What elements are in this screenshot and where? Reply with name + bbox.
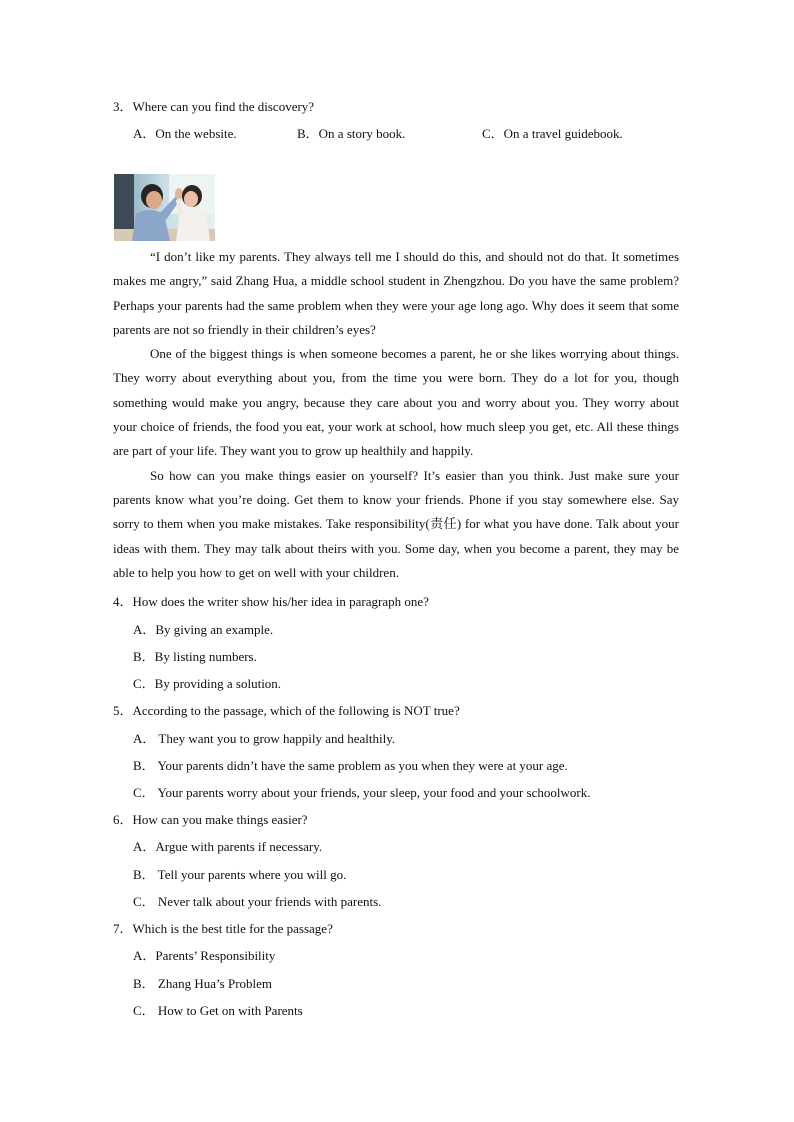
question-3-options <box>133 123 693 141</box>
question-5-option-b[interactable]: B． Your parents didn’t have the same problem as you when they were at your age. <box>133 758 568 773</box>
question-6-option-c[interactable]: C． Never talk about your friends with parents. <box>133 894 382 909</box>
reading-passage <box>113 245 679 585</box>
question-4-stem: 4．How does the writer show his/her idea in paragraph one? <box>113 594 429 609</box>
passage-paragraph-2: One of the biggest things is when someone becomes a parent, he or she likes worrying about things. They worry about everything about you, from the time you were born. They do a lot for you, though something would make you angry, because they care about you and worry about you. They worry about your choice of friends, the food you eat, your work at school, how much sleep you get, etc. All these things are part of your life. They want you to grow up healthily and happily. <box>113 346 679 459</box>
question-5-stem: 5．According to the passage, which of the following is NOT true? <box>113 703 460 718</box>
question-4-option-c[interactable]: C．By providing a solution. <box>133 676 282 691</box>
question-6-stem: 6．How can you make things easier? <box>113 812 308 827</box>
question-5-option-a[interactable]: A． They want you to grow happily and healthily. <box>133 731 396 746</box>
question-7-option-a[interactable]: A．Parents’ Responsibility <box>133 948 276 963</box>
question-3-option-c[interactable]: C．On a travel guidebook. <box>482 126 623 141</box>
passage-paragraph-1: “I don’t like my parents. They always tell me I should do this, and should not do that. It sometimes makes me angry,” said Zhang Hua, a middle school student in Zhengzhou. Do you have the same problem? Perhaps your parents had the same problem when they were your age long ago. Why does it seem that some parents are not so friendly in their children’s eyes? <box>113 249 679 337</box>
question-5-option-c[interactable]: C． Your parents worry about your friends, your sleep, your food and your schoolwork. <box>133 785 591 800</box>
question-7-option-b[interactable]: B． Zhang Hua’s Problem <box>133 976 273 991</box>
passage-paragraph-3: So how can you make things easier on yourself? It’s easier than you think. Just make sure your parents know what you’re doing. Get them to know your friends. Phone if you stay somewhere else. Say sorry to them when you make mistakes. Take responsibility(责任) for what you have done. Talk about your ideas with them. They may talk about theirs with you. Some day, when you become a parent, they may be able to help you how to get on well with your children. <box>113 467 679 580</box>
question-3-option-a[interactable]: A．On the website. <box>133 126 237 141</box>
question-7-stem: 7．Which is the best title for the passage? <box>113 921 333 936</box>
question-4-option-b[interactable]: B．By listing numbers. <box>133 649 257 664</box>
question-4-option-a[interactable]: A．By giving an example. <box>133 622 274 637</box>
parent-child-high-five-photo <box>114 174 215 241</box>
question-7-option-c[interactable]: C． How to Get on with Parents <box>133 1003 303 1018</box>
question-6-option-b[interactable]: B． Tell your parents where you will go. <box>133 867 347 882</box>
question-3-stem: 3．Where can you find the discovery? <box>113 99 315 114</box>
question-3-option-b[interactable]: B．On a story book. <box>297 126 406 141</box>
question-6-option-a[interactable]: A．Argue with parents if necessary. <box>133 839 323 854</box>
